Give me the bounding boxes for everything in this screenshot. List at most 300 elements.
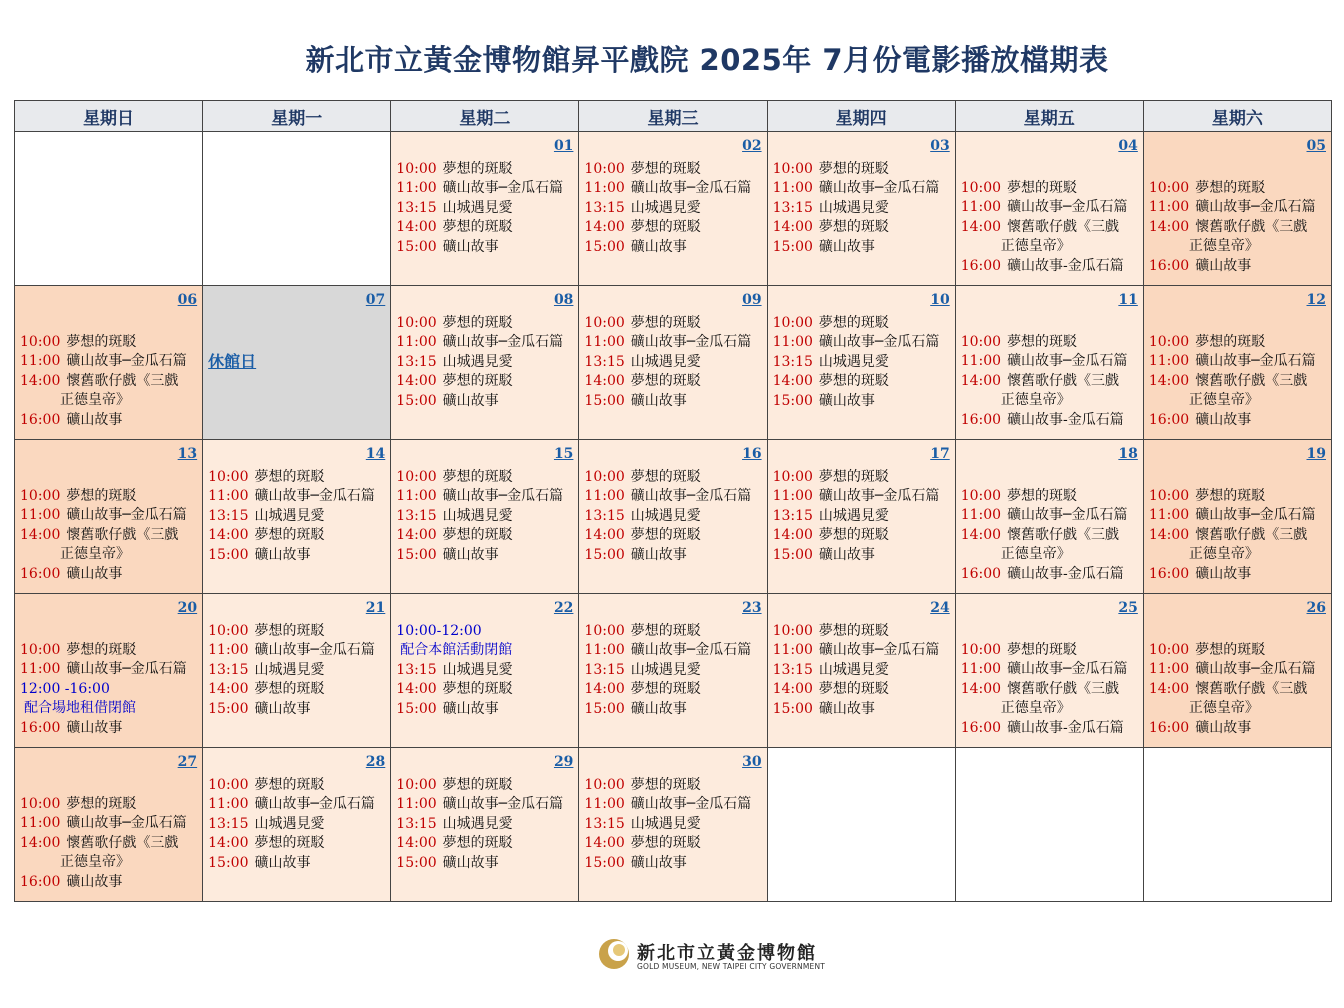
- screening-time: 14:00: [20, 834, 61, 851]
- screening-item: [584, 795, 763, 814]
- film-title: 山城遇見愛: [818, 199, 889, 216]
- screening-time: 13:15: [396, 507, 437, 524]
- calendar-empty-cell: [15, 132, 203, 286]
- film-title: 礦山故事: [66, 873, 123, 890]
- closure-note: 配合場地租借閉館: [24, 700, 136, 717]
- day-number-link[interactable]: 10: [930, 292, 950, 308]
- film-title: 懷舊歌仔戲《三戲: [66, 526, 179, 543]
- screening-time: 13:15: [208, 815, 249, 832]
- film-title: 礦山故事: [1195, 719, 1252, 736]
- screening-time: 10:00: [20, 488, 61, 504]
- screening-item: [584, 507, 763, 526]
- screening-title-continued: [961, 391, 1140, 410]
- screening-time: 11:00: [20, 661, 61, 678]
- screening-item: [20, 873, 199, 892]
- screening-item: [208, 795, 387, 814]
- page-title: 新北市立黃金博物館昇平戲院 2025年 7月份電影播放檔期表: [305, 43, 1109, 77]
- screening-item: [961, 257, 1140, 276]
- screening-item: [584, 372, 763, 391]
- day-number-link[interactable]: 17: [930, 446, 950, 462]
- film-title: 礦山故事─金瓜石篇: [818, 642, 940, 659]
- film-title: 正德皇帝》: [1188, 546, 1259, 563]
- film-title: 礦山故事: [630, 700, 687, 717]
- day-number-link[interactable]: 07: [365, 292, 386, 308]
- screening-time: 14:00: [772, 219, 813, 236]
- calendar-day-cell: [391, 594, 579, 748]
- screening-time: 14:00: [396, 373, 437, 390]
- day-number-link[interactable]: 21: [365, 600, 386, 616]
- screening-time: 15:00: [208, 700, 249, 717]
- screening-item: [773, 160, 952, 179]
- weekday-header: 星期二: [391, 101, 579, 132]
- day-number-link[interactable]: 27: [177, 754, 198, 770]
- screening-time: 14:00: [584, 373, 625, 390]
- screening-time: 15:00: [396, 546, 437, 563]
- screening-item: [396, 199, 575, 218]
- calendar-day-cell: [767, 440, 955, 594]
- screening-time: 10:00: [208, 777, 249, 793]
- day-number-link[interactable]: 14: [365, 446, 386, 462]
- screening-list: [396, 314, 575, 411]
- screening-time: 11:00: [584, 334, 625, 351]
- screening-item: [773, 218, 952, 237]
- film-title: 山城遇見愛: [630, 353, 701, 370]
- screening-time: 15:00: [396, 392, 437, 409]
- film-title: 礦山故事─金瓜石篇: [1195, 353, 1316, 370]
- screening-item: [1149, 719, 1328, 738]
- screening-item: [584, 526, 763, 545]
- film-title: 礦山故事─金瓜石篇: [442, 488, 564, 505]
- screening-list: [396, 160, 575, 257]
- screening-item: [961, 198, 1140, 217]
- screening-item: [208, 641, 387, 660]
- day-number-link[interactable]: 26: [1306, 600, 1326, 616]
- screening-item: [208, 834, 387, 853]
- screening-time: 11:00: [396, 488, 437, 505]
- screening-list: [773, 314, 952, 411]
- film-title: 礦山故事: [630, 854, 687, 871]
- screening-time: 14:00: [960, 680, 1002, 697]
- calendar-body: [15, 132, 1332, 902]
- film-title: 礦山故事: [818, 392, 875, 409]
- day-number-link[interactable]: 12: [1306, 292, 1326, 308]
- weekday-header: 星期六: [1143, 101, 1331, 132]
- screening-item: [773, 526, 952, 545]
- screening-time: 14:00: [960, 218, 1002, 235]
- screening-time: 13:15: [208, 661, 249, 678]
- screening-item: [208, 526, 387, 545]
- calendar-day-cell: [1143, 594, 1331, 748]
- screening-list: [773, 622, 952, 719]
- screening-time: 10:00: [396, 161, 437, 177]
- screening-item: [961, 179, 1140, 198]
- film-title: 礦山故事─金瓜石篇: [254, 642, 375, 659]
- film-title: 夢想的斑駁: [818, 623, 889, 639]
- screening-time: 15:00: [584, 854, 625, 871]
- screening-time: 16:00: [20, 565, 61, 582]
- screening-time: 13:15: [584, 507, 625, 524]
- film-title: 夢想的斑駁: [630, 315, 701, 331]
- film-title: 礦山故事-金瓜石篇: [1007, 411, 1124, 428]
- screening-item: [20, 487, 199, 506]
- day-number-link[interactable]: 16: [742, 446, 762, 462]
- film-title: 礦山故事─金瓜石篇: [1007, 353, 1128, 370]
- screening-time: 15:00: [396, 238, 437, 255]
- film-title: 懷舊歌仔戲《三戲: [1007, 680, 1120, 697]
- screening-list: [961, 641, 1140, 738]
- screening-item: [208, 622, 387, 641]
- day-number-link[interactable]: 24: [930, 600, 950, 616]
- screening-time: 14:00: [208, 681, 249, 698]
- screening-title-continued: [20, 545, 199, 564]
- screening-item: [396, 507, 575, 526]
- film-title: 正德皇帝》: [1000, 238, 1071, 255]
- film-title: 山城遇見愛: [630, 815, 701, 832]
- film-title: 山城遇見愛: [442, 815, 513, 832]
- film-title: 山城遇見愛: [254, 661, 325, 678]
- calendar-day-cell: [767, 286, 955, 440]
- film-title: 正德皇帝》: [60, 546, 130, 563]
- film-title: 山城遇見愛: [254, 507, 325, 524]
- film-title: 山城遇見愛: [442, 507, 513, 524]
- screening-item: [20, 506, 199, 525]
- film-title: 山城遇見愛: [442, 199, 513, 216]
- logo-chinese-name: 新北市立黃金博物館: [637, 943, 817, 964]
- screening-item: [584, 641, 763, 660]
- screening-item: [773, 468, 952, 487]
- weekday-header: 星期一: [203, 101, 391, 132]
- screening-time: 15:00: [772, 700, 813, 717]
- film-title: 夢想的斑駁: [630, 623, 701, 639]
- day-number-link[interactable]: 25: [1118, 600, 1138, 616]
- calendar-week-row: [15, 594, 1332, 748]
- calendar-day-cell: [1143, 132, 1331, 286]
- calendar-day-cell: [203, 594, 391, 748]
- film-title: 礦山故事─金瓜石篇: [818, 334, 940, 351]
- day-number-link[interactable]: 08: [553, 292, 574, 308]
- calendar-day-cell: [203, 440, 391, 594]
- calendar-day-cell: [579, 286, 767, 440]
- day-number-link[interactable]: 28: [365, 754, 386, 770]
- screening-item: [584, 854, 763, 873]
- screening-item: [208, 815, 387, 834]
- screening-time: 13:15: [584, 199, 625, 216]
- screening-list: [20, 795, 199, 892]
- film-title: 礦山故事: [442, 238, 499, 255]
- screening-time: 14:00: [772, 527, 813, 544]
- screening-time: 11:00: [960, 507, 1002, 524]
- calendar-day-cell: [1143, 286, 1331, 440]
- day-number-link[interactable]: 06: [177, 292, 198, 308]
- film-title: 正德皇帝》: [1188, 238, 1259, 255]
- logo-english-name: GOLD MUSEUM, NEW TAIPEI CITY GOVERNMENT: [637, 962, 826, 971]
- film-title: 懷舊歌仔戲《三戲: [1195, 526, 1308, 543]
- film-title: 礦山故事: [630, 392, 687, 409]
- screening-item: [20, 526, 199, 545]
- screening-time: 15:00: [208, 854, 249, 871]
- screening-item: [1149, 198, 1328, 217]
- screening-time: 14:00: [584, 527, 625, 544]
- film-title: 礦山故事: [818, 546, 875, 563]
- screening-time: 11:00: [584, 488, 625, 505]
- day-number-link[interactable]: 09: [742, 292, 762, 308]
- screening-item: [584, 392, 763, 411]
- screening-item: [773, 546, 952, 565]
- screening-time: 15:00: [584, 238, 625, 255]
- screening-time: 16:00: [1148, 411, 1190, 428]
- film-title: 礦山故事: [818, 700, 875, 717]
- screening-list: [20, 487, 199, 584]
- screening-item: [396, 468, 575, 487]
- day-number-link[interactable]: 03: [930, 138, 950, 154]
- film-title: 正德皇帝》: [1188, 392, 1259, 409]
- day-number-link[interactable]: 04: [1118, 138, 1138, 154]
- screening-time: 11:00: [960, 199, 1002, 216]
- screening-item: [961, 333, 1140, 352]
- screening-time: 13:15: [584, 353, 625, 370]
- screening-list: [584, 622, 763, 719]
- screening-time: 15:00: [772, 392, 813, 409]
- day-number-link[interactable]: 30: [742, 754, 762, 770]
- screening-item: [773, 507, 952, 526]
- day-number-link[interactable]: 13: [177, 446, 198, 462]
- film-title: 礦山故事: [66, 411, 123, 428]
- film-title: 夢想的斑駁: [442, 469, 513, 485]
- calendar-day-cell: [391, 132, 579, 286]
- screening-time: 11:00: [396, 796, 437, 813]
- film-title: 礦山故事─金瓜石篇: [66, 815, 187, 832]
- calendar-day-cell: [955, 286, 1143, 440]
- screening-time: 15:00: [584, 700, 625, 717]
- screening-time: 10:00: [20, 796, 61, 812]
- film-title: 夢想的斑駁: [630, 777, 701, 793]
- screening-list: [961, 333, 1140, 430]
- screening-list: [584, 776, 763, 873]
- screening-item: [208, 854, 387, 873]
- film-title: 礦山故事─金瓜石篇: [630, 796, 752, 813]
- screening-list: [584, 314, 763, 411]
- screening-item: [20, 352, 199, 371]
- screening-list: [208, 776, 387, 873]
- screening-time: 14:00: [20, 372, 61, 389]
- screening-time: 14:00: [20, 526, 61, 543]
- screening-item: [584, 700, 763, 719]
- film-title: 夢想的斑駁: [630, 219, 701, 236]
- screening-time: 10:00: [960, 180, 1002, 196]
- screening-item: [584, 776, 763, 795]
- calendar-day-cell: [955, 132, 1143, 286]
- screening-list: [1149, 333, 1328, 430]
- day-number-link[interactable]: 05: [1306, 138, 1326, 154]
- film-title: 夢想的斑駁: [254, 681, 325, 698]
- film-title: 礦山故事: [254, 854, 311, 871]
- screening-time: 14:00: [396, 219, 437, 236]
- day-number-link[interactable]: 22: [553, 600, 574, 616]
- screening-item: [773, 372, 952, 391]
- day-number-link[interactable]: 20: [177, 600, 198, 616]
- screening-item: [584, 238, 763, 257]
- screening-time: 16:00: [1148, 565, 1190, 582]
- screening-time: 10:00: [772, 315, 813, 331]
- film-title: 礦山故事─金瓜石篇: [1007, 507, 1128, 524]
- calendar-day-cell: [579, 440, 767, 594]
- calendar-empty-cell: [955, 748, 1143, 902]
- film-title: 山城遇見愛: [630, 199, 701, 216]
- screening-list: [396, 776, 575, 873]
- screening-time: 10:00: [396, 315, 437, 331]
- screening-time: 10:00: [584, 161, 625, 177]
- calendar-day-cell: [203, 286, 391, 440]
- screening-item: [773, 179, 952, 198]
- screening-list: [20, 333, 199, 430]
- day-number-link[interactable]: 23: [742, 600, 762, 616]
- day-number-link[interactable]: 29: [553, 754, 574, 770]
- screening-list: [396, 622, 575, 719]
- screening-time: 11:00: [584, 180, 625, 197]
- screening-item: [1149, 218, 1328, 237]
- screening-time: 10:00: [20, 642, 61, 658]
- screening-time: 14:00: [396, 681, 437, 698]
- screening-time: 16:00: [960, 411, 1002, 428]
- weekday-header: 星期四: [767, 101, 955, 132]
- weekday-header: 星期五: [955, 101, 1143, 132]
- weekday-header: 星期三: [579, 101, 767, 132]
- screening-item: [961, 218, 1140, 237]
- film-title: 夢想的斑駁: [442, 527, 513, 544]
- screening-time: 10:00: [20, 334, 61, 350]
- screening-time: 16:00: [960, 257, 1002, 274]
- calendar-day-cell: [15, 440, 203, 594]
- screening-item: [584, 468, 763, 487]
- weekday-header-row: [15, 101, 1332, 132]
- day-number-link[interactable]: 01: [553, 138, 574, 154]
- day-number-link[interactable]: 18: [1118, 446, 1138, 462]
- film-title: 正德皇帝》: [1000, 546, 1071, 563]
- screening-item: [396, 834, 575, 853]
- screening-item: [1149, 565, 1328, 584]
- screening-time: 13:15: [772, 199, 813, 216]
- screening-time: 11:00: [1148, 199, 1190, 216]
- screening-item: [20, 565, 199, 584]
- screening-list: [1149, 179, 1328, 276]
- gold-museum-logo-icon: [597, 937, 631, 971]
- screening-item: [1149, 352, 1328, 371]
- film-title: 夢想的斑駁: [1195, 642, 1266, 658]
- calendar-day-cell: [579, 594, 767, 748]
- screening-item: [1149, 179, 1328, 198]
- day-number-link[interactable]: 11: [1118, 292, 1138, 308]
- screening-item: [20, 814, 199, 833]
- film-title: 夢想的斑駁: [818, 219, 889, 236]
- screening-item: [1149, 680, 1328, 699]
- film-title: 礦山故事: [442, 854, 499, 871]
- screening-item: [773, 661, 952, 680]
- screening-item: [396, 487, 575, 506]
- film-title: 礦山故事─金瓜石篇: [254, 488, 375, 505]
- screening-item: [584, 218, 763, 237]
- screening-time: 10:00: [396, 777, 437, 793]
- screening-item: [584, 661, 763, 680]
- film-title: 礦山故事: [442, 546, 499, 563]
- screening-item: [773, 314, 952, 333]
- screening-item: [396, 333, 575, 352]
- screening-time: 10:00: [1148, 488, 1190, 504]
- calendar-week-row: [15, 748, 1332, 902]
- film-title: 夢想的斑駁: [442, 681, 513, 698]
- film-title: 礦山故事─金瓜石篇: [254, 796, 375, 813]
- screening-time: 13:15: [772, 661, 813, 678]
- screening-list: [773, 468, 952, 565]
- screening-item: [773, 333, 952, 352]
- screening-item: [773, 487, 952, 506]
- screening-item: [1149, 641, 1328, 660]
- film-title: 懷舊歌仔戲《三戲: [1007, 526, 1120, 543]
- screening-time: 14:00: [1148, 372, 1190, 389]
- screening-time: 11:00: [396, 334, 437, 351]
- calendar-day-cell: [15, 286, 203, 440]
- film-title: 懷舊歌仔戲《三戲: [1195, 372, 1308, 389]
- screening-time: 15:00: [584, 546, 625, 563]
- screening-item: [20, 372, 199, 391]
- screening-time: 11:00: [208, 488, 249, 505]
- screening-list: [208, 468, 387, 565]
- screening-time: 14:00: [1148, 680, 1190, 697]
- screening-item: [396, 218, 575, 237]
- day-number-link[interactable]: 19: [1306, 446, 1326, 462]
- film-title: 夢想的斑駁: [442, 777, 513, 793]
- screening-item: [961, 411, 1140, 430]
- calendar-empty-cell: [767, 748, 955, 902]
- screening-item: [773, 238, 952, 257]
- film-title: 山城遇見愛: [630, 661, 701, 678]
- screening-item: [773, 680, 952, 699]
- screening-time: 11:00: [772, 488, 813, 505]
- film-title: 夢想的斑駁: [630, 373, 701, 390]
- screening-title-continued: [1149, 699, 1328, 718]
- screening-time: 13:15: [584, 661, 625, 678]
- film-title: 山城遇見愛: [818, 661, 889, 678]
- screening-item: [584, 333, 763, 352]
- film-title: 正德皇帝》: [60, 854, 130, 871]
- film-title: 礦山故事─金瓜石篇: [1007, 661, 1128, 678]
- film-title: 夢想的斑駁: [254, 777, 325, 793]
- screening-time: 11:00: [20, 353, 61, 370]
- screening-time: 16:00: [20, 873, 61, 890]
- calendar-empty-cell: [1143, 748, 1331, 902]
- calendar-day-cell: [391, 440, 579, 594]
- film-title: 夢想的斑駁: [442, 835, 513, 852]
- screening-item: [396, 160, 575, 179]
- film-title: 夢想的斑駁: [1195, 180, 1266, 196]
- film-title: 夢想的斑駁: [66, 334, 137, 350]
- screening-time: 13:15: [772, 353, 813, 370]
- screening-item: [584, 179, 763, 198]
- screening-time: 11:00: [20, 507, 61, 524]
- day-number-link[interactable]: 02: [742, 138, 762, 154]
- screening-item: [20, 333, 199, 352]
- film-title: 礦山故事─金瓜石篇: [1195, 661, 1316, 678]
- screening-item: [584, 160, 763, 179]
- film-title: 夢想的斑駁: [66, 642, 137, 658]
- screening-item: [396, 314, 575, 333]
- screening-title-continued: [20, 853, 199, 872]
- film-title: 夢想的斑駁: [818, 681, 889, 698]
- day-number-link[interactable]: 15: [553, 446, 574, 462]
- film-title: 礦山故事: [818, 238, 875, 255]
- film-title: 正德皇帝》: [60, 392, 130, 409]
- closed-day-label[interactable]: 休館日: [208, 352, 257, 371]
- film-title: 懷舊歌仔戲《三戲: [1195, 680, 1308, 697]
